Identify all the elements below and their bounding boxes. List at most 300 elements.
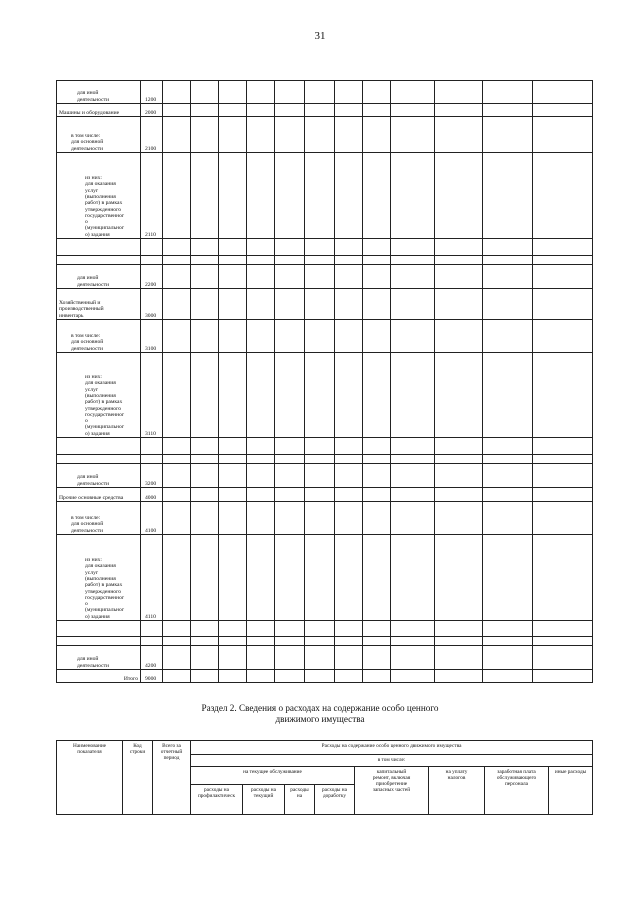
table-cell: [533, 535, 593, 621]
table-cell: [275, 455, 305, 464]
table-row: [57, 455, 593, 464]
table-cell: [191, 239, 219, 256]
table-cell: [391, 621, 435, 637]
table-cell: [219, 637, 247, 646]
table-cell: [305, 438, 335, 455]
table-cell: [335, 239, 363, 256]
table-cell: [435, 104, 483, 117]
table-cell: [335, 637, 363, 646]
table-cell: [533, 455, 593, 464]
row-code: 4200: [141, 646, 163, 670]
table-cell: [435, 488, 483, 502]
current-expenses-header: расходы на текущий: [243, 785, 285, 815]
table-cell: [305, 646, 335, 670]
table-cell: [363, 289, 391, 320]
table-cell: [247, 81, 275, 104]
table-cell: [219, 104, 247, 117]
table-row: [57, 637, 593, 646]
row-label: для иной деятельности: [57, 81, 141, 104]
table-cell: [435, 455, 483, 464]
row-code: 3200: [141, 464, 163, 488]
table-cell: [219, 81, 247, 104]
row-code: 1200: [141, 81, 163, 104]
table-cell: [275, 502, 305, 535]
table-cell: [191, 621, 219, 637]
table-row: [57, 353, 593, 438]
row-code: 2000: [141, 104, 163, 117]
table-cell: [435, 239, 483, 256]
table-cell: [219, 438, 247, 455]
table-cell: [335, 438, 363, 455]
table-cell: [435, 535, 483, 621]
table-cell: [363, 502, 391, 535]
table-cell: [275, 353, 305, 438]
table-cell: [335, 353, 363, 438]
table-row: [57, 646, 593, 670]
table-row: [57, 621, 593, 637]
table-cell: [247, 502, 275, 535]
table-cell: [163, 621, 191, 637]
table-cell: [163, 153, 191, 239]
table-cell: [219, 239, 247, 256]
table-cell: [247, 289, 275, 320]
page-number: 31: [314, 30, 326, 42]
table-cell: [305, 320, 335, 353]
table-cell: [275, 265, 305, 289]
row-label: из них: для оказания услуг (выполнения работ) в рамках утвержденного государственног о (муниципальног о) задания: [57, 353, 141, 438]
table-cell: [335, 670, 363, 683]
row-code: 2110: [141, 153, 163, 239]
table-cell: [191, 438, 219, 455]
table-cell: [275, 637, 305, 646]
table-cell: [391, 646, 435, 670]
table-cell: [391, 81, 435, 104]
table-cell: [305, 353, 335, 438]
table-cell: [533, 637, 593, 646]
table-cell: [483, 670, 533, 683]
table-cell: [163, 265, 191, 289]
table-cell: [533, 153, 593, 239]
table-cell: [247, 670, 275, 683]
table-cell: [275, 670, 305, 683]
table-cell: [435, 464, 483, 488]
row-label: Итого: [57, 670, 141, 683]
table-row: [57, 239, 593, 256]
table-cell: [483, 535, 533, 621]
table-cell: [391, 289, 435, 320]
table-cell: [435, 117, 483, 153]
table-cell: [533, 81, 593, 104]
table-cell: [247, 455, 275, 464]
table-cell: [305, 153, 335, 239]
table-cell: [335, 621, 363, 637]
table-cell: [305, 117, 335, 153]
row-code: [141, 621, 163, 637]
table-cell: [435, 265, 483, 289]
row-code: [141, 256, 163, 265]
table-cell: [335, 289, 363, 320]
table-cell: [335, 153, 363, 239]
current-maintenance-header: на текущее обслуживание: [191, 767, 355, 785]
table-cell: [247, 646, 275, 670]
table-cell: [163, 455, 191, 464]
table-row: [57, 438, 593, 455]
table-cell: [533, 646, 593, 670]
table-cell: [363, 117, 391, 153]
table-row: [57, 670, 593, 683]
table-cell: [533, 670, 593, 683]
table-cell: [305, 455, 335, 464]
table-cell: [533, 289, 593, 320]
row-label: в том числе: для основной деятельности: [57, 117, 141, 153]
table-cell: [305, 621, 335, 637]
table-cell: [363, 464, 391, 488]
table-row: [57, 320, 593, 353]
table-cell: [483, 104, 533, 117]
table-cell: [219, 646, 247, 670]
table-row: [57, 81, 593, 104]
table-cell: [219, 621, 247, 637]
table-cell: [483, 239, 533, 256]
table-row: [57, 488, 593, 502]
table-cell: [191, 353, 219, 438]
table-cell: [247, 265, 275, 289]
table-cell: [163, 104, 191, 117]
table-cell: [247, 621, 275, 637]
table-cell: [275, 239, 305, 256]
table-cell: [219, 153, 247, 239]
row-code: 4000: [141, 488, 163, 502]
table-cell: [163, 535, 191, 621]
row-code: 4110: [141, 535, 163, 621]
table-cell: [305, 637, 335, 646]
table-cell: [191, 153, 219, 239]
table-cell: [191, 289, 219, 320]
table-cell: [191, 502, 219, 535]
table-row: [57, 104, 593, 117]
table-cell: [191, 535, 219, 621]
table-cell: [363, 239, 391, 256]
table-cell: [363, 637, 391, 646]
table-cell: [275, 438, 305, 455]
table-cell: [533, 502, 593, 535]
table-cell: [533, 621, 593, 637]
row-code: 3000: [141, 289, 163, 320]
table-cell: [335, 502, 363, 535]
table-cell: [275, 104, 305, 117]
table-cell: [219, 320, 247, 353]
table-cell: [391, 455, 435, 464]
table-row: [57, 464, 593, 488]
table-cell: [247, 256, 275, 265]
row-label: [57, 637, 141, 646]
table-cell: [247, 353, 275, 438]
table-cell: [483, 646, 533, 670]
table-cell: [363, 670, 391, 683]
row-label: из них: для оказания услуг (выполнения работ) в рамках утвержденного государственног о (муниципальног о) задания: [57, 535, 141, 621]
table-cell: [483, 153, 533, 239]
table-cell: [391, 670, 435, 683]
table-cell: [275, 646, 305, 670]
table-cell: [391, 104, 435, 117]
table-cell: [191, 670, 219, 683]
table-cell: [363, 320, 391, 353]
table-cell: [435, 320, 483, 353]
table-cell: [483, 289, 533, 320]
row-code: 3100: [141, 320, 163, 353]
table-cell: [163, 239, 191, 256]
table-cell: [247, 464, 275, 488]
table-cell: [163, 670, 191, 683]
table-cell: [191, 646, 219, 670]
table-cell: [247, 239, 275, 256]
row-label: из них: для оказания услуг (выполнения работ) в рамках утвержденного государственног о (муниципальног о) задания: [57, 153, 141, 239]
table-cell: [335, 464, 363, 488]
table-cell: [335, 117, 363, 153]
table-cell: [533, 256, 593, 265]
table-cell: [163, 81, 191, 104]
table-cell: [191, 256, 219, 265]
row-code: 4100: [141, 502, 163, 535]
table-cell: [247, 535, 275, 621]
row-label: Машины и оборудование: [57, 104, 141, 117]
table-cell: [275, 117, 305, 153]
table-cell: [363, 353, 391, 438]
table-cell: [483, 320, 533, 353]
table-cell: [391, 153, 435, 239]
table-cell: [219, 265, 247, 289]
table-cell: [247, 117, 275, 153]
table-cell: [435, 646, 483, 670]
table-cell: [163, 488, 191, 502]
table-cell: [163, 438, 191, 455]
table-cell: [363, 153, 391, 239]
table-cell: [219, 535, 247, 621]
taxes-header: на уплату налогов: [429, 767, 485, 815]
table-cell: [305, 104, 335, 117]
table-cell: [191, 455, 219, 464]
table-cell: [435, 502, 483, 535]
table-cell: [219, 353, 247, 438]
table-cell: [483, 637, 533, 646]
table-cell: [275, 81, 305, 104]
table-cell: [335, 535, 363, 621]
table-cell: [247, 488, 275, 502]
table-cell: [391, 438, 435, 455]
table-cell: [533, 438, 593, 455]
table-row: [57, 153, 593, 239]
row-code: [141, 239, 163, 256]
table-cell: [363, 265, 391, 289]
table-cell: [305, 289, 335, 320]
table-cell: [247, 320, 275, 353]
table-cell: [335, 81, 363, 104]
table-cell: [219, 488, 247, 502]
table-cell: [435, 289, 483, 320]
table-cell: [305, 464, 335, 488]
table-cell: [533, 464, 593, 488]
table-cell: [191, 265, 219, 289]
row-label: для иной деятельности: [57, 646, 141, 670]
table-cell: [391, 239, 435, 256]
table-cell: [363, 438, 391, 455]
row-label: для иной деятельности: [57, 265, 141, 289]
table-cell: [305, 256, 335, 265]
row-label: [57, 438, 141, 455]
table-cell: [391, 320, 435, 353]
row-label: Прочие основные средства: [57, 488, 141, 502]
table-cell: [363, 104, 391, 117]
table-cell: [305, 670, 335, 683]
table-cell: [483, 353, 533, 438]
row-label: Хозяйственный и производственный инвентарь: [57, 289, 141, 320]
row-label: для иной деятельности: [57, 464, 141, 488]
table-cell: [275, 256, 305, 265]
table-cell: [275, 464, 305, 488]
col-code-header: Код строки: [123, 741, 153, 815]
row-label: в том числе: для основной деятельности: [57, 502, 141, 535]
table-cell: [305, 502, 335, 535]
section-heading: Раздел 2. Сведения о расходах на содержание особо ценного движимого имущества: [201, 703, 439, 724]
table-cell: [483, 502, 533, 535]
table-cell: [163, 502, 191, 535]
row-code: 9000: [141, 670, 163, 683]
table-cell: [483, 117, 533, 153]
refinement-expenses-header: расходы на доработку: [315, 785, 355, 815]
table-cell: [483, 256, 533, 265]
table-cell: [275, 621, 305, 637]
table-row: [57, 535, 593, 621]
table-cell: [363, 535, 391, 621]
table-cell: [163, 464, 191, 488]
table-cell: [483, 438, 533, 455]
expenses-on-header: расходы на: [285, 785, 315, 815]
table-cell: [435, 670, 483, 683]
table-cell: [191, 637, 219, 646]
table-row: [57, 265, 593, 289]
table-cell: [363, 256, 391, 265]
table-cell: [335, 320, 363, 353]
row-label: в том числе: для основной деятельности: [57, 320, 141, 353]
table-row: [57, 502, 593, 535]
table-cell: [275, 289, 305, 320]
table-cell: [483, 464, 533, 488]
table-cell: [363, 455, 391, 464]
expenses-header: Расходы на содержание особо ценного движимого имущества: [191, 741, 593, 755]
table-cell: [247, 153, 275, 239]
table-cell: [533, 265, 593, 289]
table-cell: [335, 455, 363, 464]
table-cell: [483, 455, 533, 464]
assets-table: [56, 80, 593, 683]
expenses-table: [56, 740, 593, 815]
table-cell: [533, 488, 593, 502]
row-code: 3110: [141, 353, 163, 438]
table-cell: [483, 81, 533, 104]
table-cell: [163, 117, 191, 153]
capital-repair-header: капитальный ремонт, включая приобретение запасных частей: [355, 767, 429, 815]
table-cell: [163, 320, 191, 353]
table-cell: [275, 535, 305, 621]
table-cell: [533, 239, 593, 256]
table-cell: [163, 353, 191, 438]
table-cell: [435, 153, 483, 239]
table-cell: [163, 289, 191, 320]
table-cell: [363, 81, 391, 104]
table-cell: [391, 464, 435, 488]
table-cell: [335, 104, 363, 117]
table-cell: [305, 81, 335, 104]
table-cell: [363, 621, 391, 637]
table-cell: [275, 488, 305, 502]
row-label: [57, 256, 141, 265]
table-cell: [391, 256, 435, 265]
table-cell: [391, 637, 435, 646]
table-cell: [247, 438, 275, 455]
other-expenses-header: иные расходы: [549, 767, 593, 815]
table-cell: [163, 256, 191, 265]
table-cell: [533, 117, 593, 153]
table-cell: [275, 320, 305, 353]
table-cell: [363, 488, 391, 502]
table-cell: [305, 535, 335, 621]
table-cell: [335, 488, 363, 502]
table-cell: [391, 535, 435, 621]
table-cell: [391, 265, 435, 289]
salary-header: заработная плата обслуживающего персонала: [485, 767, 549, 815]
table-cell: [219, 289, 247, 320]
table-cell: [533, 104, 593, 117]
row-label: [57, 455, 141, 464]
table-row: [57, 289, 593, 320]
table-cell: [435, 637, 483, 646]
table-cell: [219, 464, 247, 488]
table-cell: [191, 117, 219, 153]
table-cell: [163, 646, 191, 670]
table-cell: [335, 646, 363, 670]
table-cell: [435, 256, 483, 265]
table-cell: [163, 637, 191, 646]
table-cell: [219, 117, 247, 153]
row-label: [57, 621, 141, 637]
table-cell: [483, 488, 533, 502]
table-cell: [305, 239, 335, 256]
table-cell: [533, 353, 593, 438]
table-cell: [435, 81, 483, 104]
table-cell: [533, 320, 593, 353]
table-cell: [363, 646, 391, 670]
table-cell: [191, 104, 219, 117]
preventive-expenses-header: расходы на профилактическ: [191, 785, 243, 815]
table-cell: [247, 104, 275, 117]
table-cell: [391, 117, 435, 153]
table-cell: [191, 464, 219, 488]
table-cell: [305, 265, 335, 289]
table-cell: [219, 256, 247, 265]
row-code: [141, 455, 163, 464]
table-cell: [391, 502, 435, 535]
including-header: в том числе:: [191, 755, 593, 767]
table-row: [57, 256, 593, 265]
row-code: 2200: [141, 265, 163, 289]
table-cell: [435, 353, 483, 438]
table-cell: [483, 265, 533, 289]
table-row: [57, 117, 593, 153]
table-cell: [435, 438, 483, 455]
row-label: [57, 239, 141, 256]
row-code: 2100: [141, 117, 163, 153]
col-name-header: Наименование показателя: [57, 741, 123, 815]
